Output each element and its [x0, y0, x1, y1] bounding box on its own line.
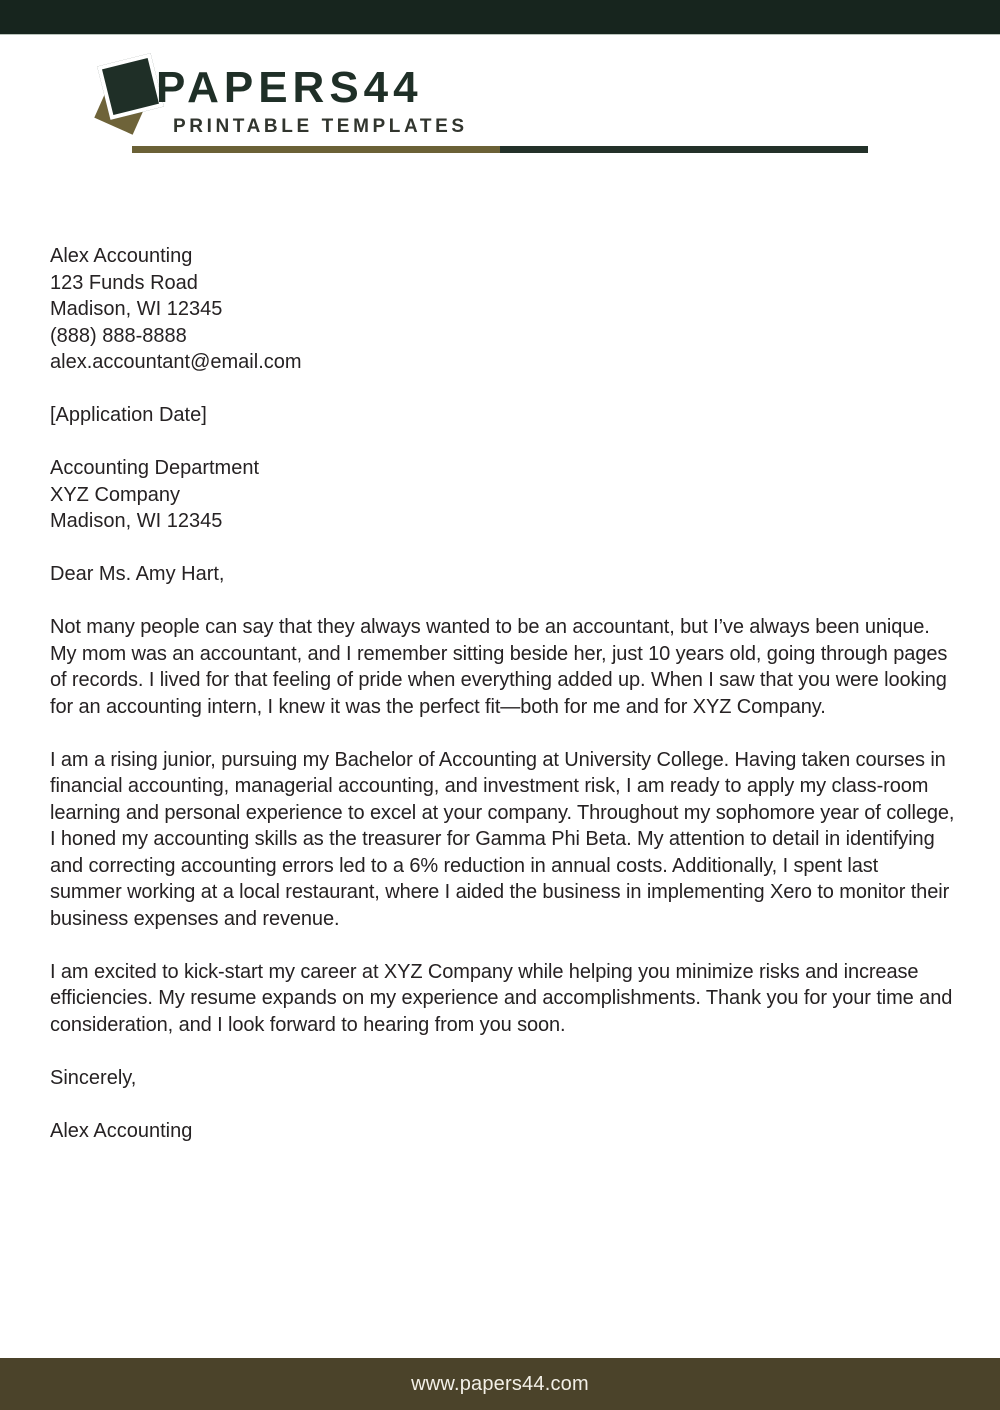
header-divider-olive-segment: [132, 146, 500, 153]
top-accent-bar: [0, 0, 1000, 35]
signature-name: Alex Accounting: [50, 1119, 193, 1142]
body-paragraph-3: I am excited to kick-start my career at XYZ Company while helping you minimize risks and increase efficiencies. My resume expands on my experience and accomplishments. Thank you for your time and consideration, and I look forward to hearing from you soon.: [50, 960, 953, 1036]
recipient-line-city: Madison, WI 12345: [50, 510, 223, 532]
recipient-address-block: [50, 455, 955, 535]
recipient-line-department: Accounting Department: [50, 457, 260, 479]
letter-body: [50, 243, 955, 1144]
header-divider-dark-segment: [500, 146, 868, 153]
brand-tagline: PRINTABLE TEMPLATES: [173, 116, 468, 137]
logo-square-dark-icon: [97, 53, 164, 120]
recipient-line-company: XYZ Company: [50, 483, 181, 506]
sender-line-phone: (888) 888-8888: [50, 324, 187, 347]
footer-bar: [0, 1358, 1000, 1410]
sender-line-city: Madison, WI 12345: [50, 298, 223, 320]
sender-line-email: alex.accountant@email.com: [50, 351, 302, 373]
closing: Sincerely,: [50, 1066, 137, 1089]
body-paragraph-2: I am a rising junior, pursuing my Bachelor of Accounting at University College. Having taken courses in financial accounting, managerial accounting, and investment risk, I am ready to apply my class-room learning and personal experience to excel at your company. Throughout my sophomore year of college, I honed my accounting skills as the treasurer for Gamma Phi Beta. My attention to detail in identifying and correcting accounting errors led to a 6% reduction in annual costs. Additionally, I spent last summer working at a local restaurant, where I aided the business in implementing Xero to monitor their business expenses and revenue.: [50, 748, 955, 930]
brand-header: [98, 58, 618, 142]
brand-text: [156, 63, 468, 138]
sender-address-block: [50, 243, 955, 376]
body-paragraph-1: Not many people can say that they always wanted to be an accountant, but I’ve always been unique. My mom was an accountant, and I remember sitting beside her, just 10 years old, going through pages of records. I lived for that feeling of pride when everything added up. When I saw that you were looking for an accounting intern, I knew it was the perfect fit—both for me and for XYZ Company.: [50, 616, 948, 718]
sender-line-street: 123 Funds Road: [50, 271, 198, 294]
brand-name: PAPERS44: [156, 63, 423, 112]
application-date: [Application Date]: [50, 404, 207, 426]
salutation: Dear Ms. Amy Hart,: [50, 563, 225, 585]
footer-website-url: www.papers44.com: [411, 1372, 589, 1395]
sender-line-name: Alex Accounting: [50, 245, 193, 267]
header-divider: [132, 146, 868, 153]
